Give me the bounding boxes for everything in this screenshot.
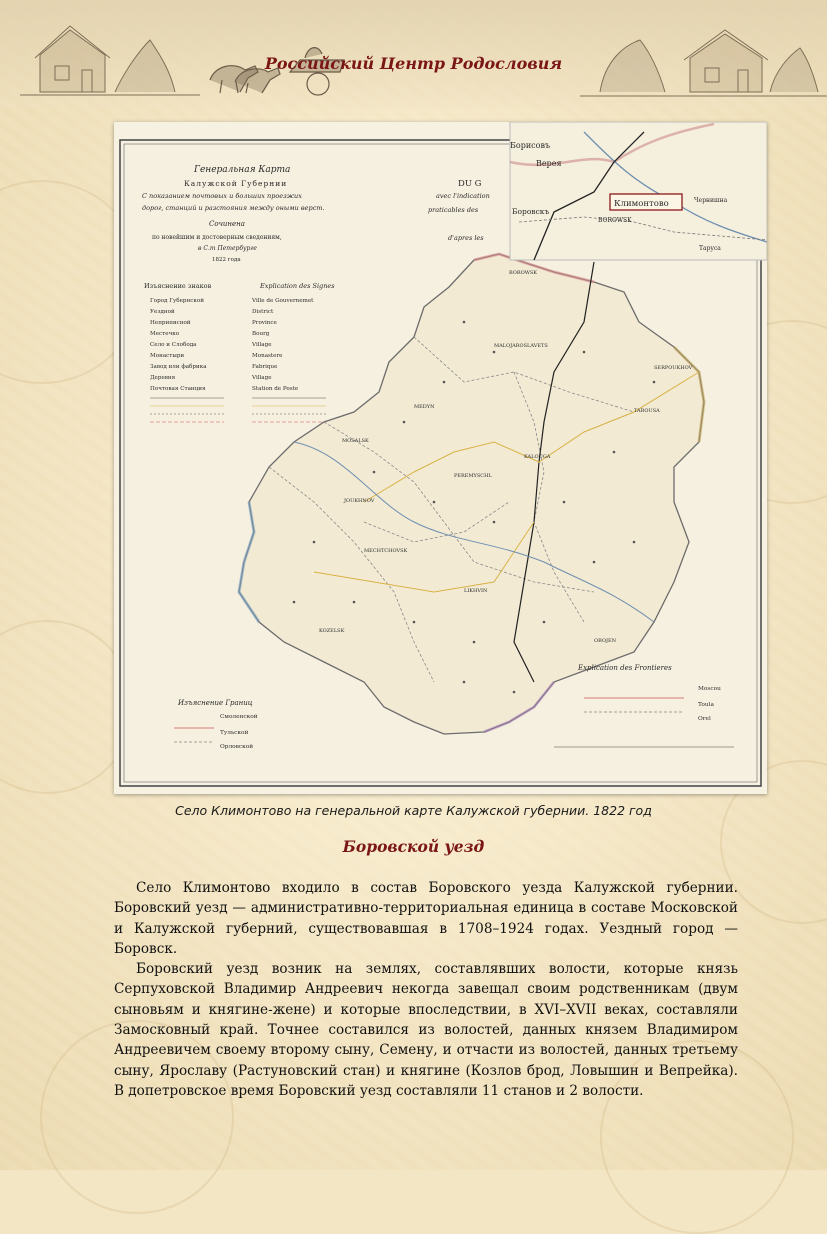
- svg-text:Город Губернской: Город Губернской: [150, 298, 204, 304]
- svg-text:District: District: [252, 309, 274, 315]
- svg-text:Местечко: Местечко: [150, 331, 180, 337]
- site-title: Российский Центр Родословия: [264, 54, 563, 73]
- svg-text:Калужской Губернии: Калужской Губернии: [184, 179, 288, 188]
- svg-text:Тульской: Тульской: [220, 730, 249, 736]
- map-inset: [510, 122, 767, 260]
- svg-text:Сочинена: Сочинена: [209, 220, 245, 228]
- map-town-label: JOUKHNOV: [344, 498, 375, 504]
- svg-text:в С.т Петербурге: в С.т Петербурге: [198, 245, 257, 252]
- map-caption: Село Климонтово на генеральной карте Калужской губернии. 1822 год: [175, 803, 652, 818]
- map-town-label: MEDYN: [414, 404, 435, 410]
- svg-text:Изъяснение Границ: Изъяснение Границ: [178, 699, 253, 707]
- inset-label-tarusa: Таруса: [699, 245, 721, 252]
- svg-text:Деревня: Деревня: [150, 375, 176, 381]
- svg-text:Orel: Orel: [698, 716, 711, 722]
- map-town-label: MOSALSK: [342, 438, 369, 444]
- section-title: Боровской уезд: [342, 837, 485, 856]
- svg-text:Fabrique: Fabrique: [252, 364, 278, 370]
- map-town-label: MECHTCHOVSK: [364, 548, 408, 554]
- svg-text:praticables des: praticables des: [428, 206, 479, 214]
- svg-text:Смоленской: Смоленской: [220, 714, 258, 720]
- svg-text:Bourg: Bourg: [252, 331, 270, 337]
- paragraph: Боровский уезд возник на землях, составлявших волости, которые князь Серпуховской Владимир Андреевич некогда завещал своим родственникам (двум сыновьям и княгине-жене) и которые впоследствии, в XVI–XVII веках, составляли Замосковный край. Точнее составился из волостей, данных князем Владимиром Андреевичем своему второму сыну, Семену, и отчасти из волостей, данных третьему сыну, Ярославу (Растуновский стан) и княгине (Козлов брод, Ловышин и Вепрейка). В допетровское время Боровский уезд составляли 11 станов и 2 волости.: [114, 961, 738, 1099]
- svg-text:Explication des Frontieres: Explication des Frontieres: [578, 664, 672, 672]
- inset-label-chernishna: Чернишна: [694, 197, 728, 204]
- inset-label-borisov: Борисовъ: [510, 141, 551, 150]
- svg-text:Монастыри: Монастыри: [150, 353, 185, 359]
- inset-label-borowsk: BOROWSK: [598, 217, 632, 224]
- svg-text:avec l'indication: avec l'indication: [436, 192, 490, 200]
- page-header: [0, 0, 827, 108]
- svg-text:d'apres les: d'apres les: [448, 234, 484, 242]
- svg-text:С показанием почтовых и больши: С показанием почтовых и больших проезжих: [142, 192, 302, 200]
- svg-text:по новейшим и достоверным свед: по новейшим и достоверным сведениям,: [152, 234, 282, 241]
- svg-text:Station de Poste: Station de Poste: [252, 386, 299, 392]
- map-image: [114, 122, 767, 794]
- map-town-label: BOROWSK: [509, 270, 538, 276]
- map-town-label: TAROUSA: [634, 408, 660, 414]
- inset-label-vereya: Верея: [536, 159, 562, 168]
- svg-text:Орловской: Орловской: [220, 744, 254, 750]
- map-town-label: SERPOUKHOV: [654, 365, 693, 371]
- svg-text:Toula: Toula: [698, 702, 714, 708]
- inset-label-borovsk: Боровскъ: [512, 207, 550, 216]
- map-town-label: OBOJEN: [594, 638, 616, 644]
- svg-text:Moscou: Moscou: [698, 686, 721, 692]
- map-town-label: MALOJAROSLAVETS: [494, 343, 548, 349]
- svg-text:Почтовая Станция: Почтовая Станция: [150, 386, 206, 392]
- inset-label-klimontovo: Климонтово: [614, 199, 669, 209]
- map-town-label: LIKHVIN: [464, 588, 488, 594]
- svg-text:Village: Village: [252, 375, 272, 381]
- svg-text:Неприписной: Неприписной: [150, 320, 191, 326]
- svg-text:Генеральная Карта: Генеральная Карта: [194, 165, 291, 175]
- svg-text:Explication des Signes: Explication des Signes: [260, 282, 335, 290]
- svg-text:Village: Village: [252, 342, 272, 348]
- paragraph: Село Климонтово входило в состав Боровского уезда Калужской губернии. Боровский уезд — административно-территориальная единица в составе Московской и Калужской губерний, существовавшая в 1708–1924 годах. Уездный город — Боровск.: [114, 880, 738, 957]
- map-town-label: KOZELSK: [319, 628, 345, 634]
- svg-text:Ville de Gouvernemet: Ville de Gouvernemet: [252, 298, 314, 304]
- svg-text:Province: Province: [252, 320, 277, 326]
- kaluga-map: [114, 122, 767, 794]
- svg-text:Monastere: Monastere: [252, 353, 283, 359]
- svg-text:Завод или фабрика: Завод или фабрика: [150, 364, 207, 370]
- map-town-label: KALOUGA: [524, 454, 551, 460]
- article-body: [114, 878, 738, 1101]
- svg-text:Село и Слобода: Село и Слобода: [150, 342, 197, 348]
- svg-text:дорог, станций и разстояния ме: дорог, станций и разстояния между оными верст.: [142, 204, 325, 212]
- svg-text:Изъяснение знаков: Изъяснение знаков: [144, 282, 212, 290]
- svg-text:1822 года: 1822 года: [212, 257, 241, 263]
- svg-text:Уездной: Уездной: [150, 309, 175, 315]
- svg-text:DU G: DU G: [458, 179, 482, 189]
- map-town-label: PEREMYSCHL: [454, 473, 492, 479]
